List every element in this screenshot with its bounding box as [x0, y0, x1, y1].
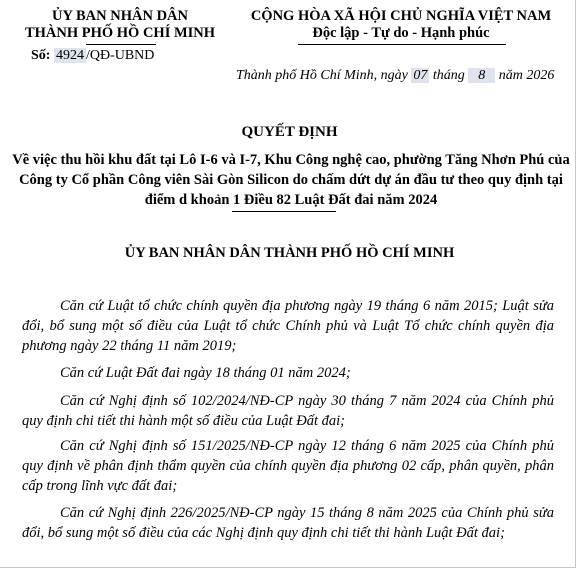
- preamble-item: Căn cứ Luật tổ chức chính quyền địa phương ngày 19 tháng 6 năm 2015; Luật sửa đổi, bổ sung một số điều của Luật tổ chức Chính phủ và Luật Tổ chức chính quyền địa phương ngày 22 tháng 11 năm 2019;: [22, 298, 554, 354]
- date-month-label: tháng: [432, 68, 465, 83]
- decision-subject: Về việc thu hồi khu đất tại Lô I-6 và I-7, Khu Công nghệ cao, phường Tăng Nhơn Phú của Công ty Cổ phần Công viên Sài Gòn Silicon do chấm dứt dự án đầu tư theo quy định tại điểm d khoản 1 Điều 82 Luật Đất đai năm 2024: [12, 152, 570, 208]
- number-suffix: /QĐ-UBND: [85, 48, 155, 63]
- date-prefix: Thành phố Hồ Chí Minh, ngày: [236, 68, 408, 83]
- preamble-item: Căn cứ Luật Đất đai ngày 18 tháng 01 năm 2024;: [60, 365, 351, 381]
- document-number: [31, 48, 154, 64]
- number-value-field[interactable]: 4924: [55, 48, 84, 63]
- issue-date: [236, 68, 554, 84]
- org-underline: [86, 44, 156, 45]
- preamble-item: Căn cứ Nghị định 226/2025/NĐ-CP ngày 15 tháng 8 năm 2025 của Chính phủ sửa đổi, bổ sung một số điều của các Nghị định quy định chi tiết thi hành Luật Đất đai;: [22, 505, 554, 541]
- date-month-field[interactable]: 8: [468, 68, 495, 83]
- preamble-item: Căn cứ Nghị định số 151/2025/NĐ-CP ngày 12 tháng 6 năm 2025 của Chính phủ quy định về phân định thẩm quyền của chính quyền địa phương 02 cấp, phân quyền, phân cấp trong lĩnh vực đất đai;: [22, 438, 554, 494]
- subject-underline: [232, 211, 336, 212]
- date-year-label: năm 2026: [498, 68, 555, 83]
- preamble-item: Căn cứ Nghị định số 102/2024/NĐ-CP ngày 30 tháng 7 năm 2024 của Chính phủ quy định chi tiết thi hành một số điều của Luật Đất đai;: [22, 393, 554, 429]
- nation-title: CỘNG HÒA XÃ HỘI CHỦ NGHĨA VIỆT NAM: [250, 8, 552, 24]
- decision-title: QUYẾT ĐỊNH: [241, 124, 338, 140]
- nation-motto: Độc lập - Tự do - Hạnh phúc: [312, 25, 490, 41]
- org-name-line1: ỦY BAN NHÂN DÂN: [51, 8, 188, 24]
- issuing-authority: ỦY BAN NHÂN DÂN THÀNH PHỐ HỒ CHÍ MINH: [124, 245, 455, 261]
- org-name-line2: THÀNH PHỐ HỒ CHÍ MINH: [24, 25, 216, 41]
- date-day-field[interactable]: 07: [413, 68, 428, 83]
- number-label: Số:: [31, 48, 51, 63]
- motto-underline: [298, 44, 506, 45]
